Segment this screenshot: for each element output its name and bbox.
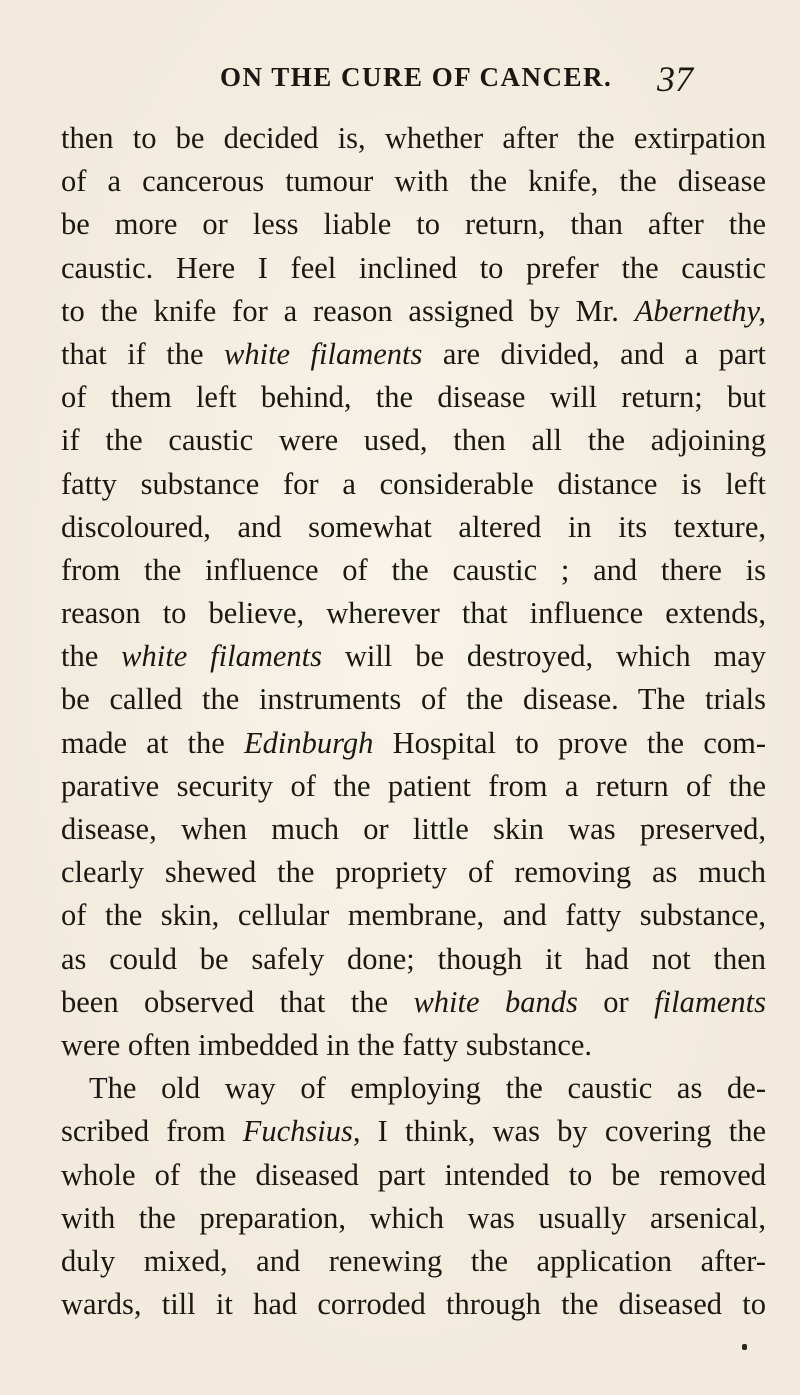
line-text: be called the instruments of the disease. The trials	[61, 682, 766, 717]
italic-text: Fuchsius,	[242, 1114, 361, 1149]
italic-text: white filaments	[121, 639, 322, 674]
line-text: are divided, and a part	[422, 336, 766, 371]
line-text: or	[577, 984, 655, 1019]
running-head	[0, 58, 800, 98]
line-text: duly mixed, and renewing the application after-	[61, 1243, 766, 1278]
text-line	[61, 1197, 766, 1240]
line-text: as could be safely done; though it had not then	[61, 941, 766, 976]
line-text: clearly shewed the propriety of removing as much	[61, 855, 766, 890]
line-text: from the influence of the caustic ; and there is	[61, 552, 766, 587]
text-line	[61, 463, 766, 506]
line-text: disease, when much or little skin was preserved,	[61, 812, 766, 846]
text-line	[61, 419, 766, 462]
line-text: scribed from	[61, 1114, 243, 1149]
text-line	[61, 290, 766, 333]
line-text: will be destroyed, which may	[321, 639, 766, 674]
text-line	[61, 678, 766, 721]
text-line	[61, 160, 766, 203]
italic-text: white filaments	[224, 336, 423, 371]
text-line	[61, 1067, 766, 1110]
text-line	[61, 1283, 766, 1326]
line-text: reason to believe, wherever that influence extends,	[61, 596, 766, 631]
line-text: if the caustic were used, then all the adjoining	[61, 423, 766, 458]
line-text: Hospital to prove the com-	[373, 725, 766, 760]
text-line	[61, 549, 766, 592]
body-text	[61, 117, 766, 1326]
italic-text: filaments	[654, 984, 766, 1019]
line-text: that if the	[61, 336, 224, 371]
text-line	[61, 938, 766, 981]
italic-text: white bands	[413, 984, 578, 1019]
line-text: of them left behind, the disease will return; but	[61, 380, 766, 415]
text-line	[61, 117, 766, 160]
line-text: fatty substance for a considerable distance is left	[61, 466, 766, 501]
text-line	[61, 247, 766, 290]
text-line	[61, 1240, 766, 1283]
line-text: parative security of the patient from a return of the	[61, 768, 766, 803]
line-text: whole of the diseased part intended to be removed	[61, 1157, 766, 1192]
line-text: be more or less liable to return, than after the	[61, 207, 766, 242]
text-line	[61, 765, 766, 808]
text-line	[61, 981, 766, 1024]
text-line	[61, 592, 766, 635]
italic-text: Abernethy,	[634, 293, 766, 328]
line-text: The old way of employing the caustic as de-	[89, 1071, 766, 1106]
text-line	[61, 506, 766, 549]
text-line	[61, 1024, 766, 1067]
line-text: caustic. Here I feel inclined to prefer the caustic	[61, 250, 766, 285]
text-line	[61, 376, 766, 419]
text-line	[61, 635, 766, 678]
text-line	[61, 1154, 766, 1197]
text-line	[61, 722, 766, 765]
line-text: were often imbedded in the fatty substance.	[61, 1027, 593, 1062]
ink-speck	[742, 1344, 747, 1350]
line-text: of a cancerous tumour with the knife, the disease	[61, 164, 766, 199]
text-line	[61, 1110, 766, 1153]
line-text: with the preparation, which was usually arsenical,	[61, 1200, 766, 1235]
line-text: the	[61, 639, 122, 674]
line-text: made at the	[61, 725, 245, 760]
text-line	[61, 894, 766, 937]
line-text: discoloured, and somewhat altered in its texture,	[61, 509, 766, 544]
line-text: to the knife for a reason assigned by Mr.	[61, 293, 635, 328]
line-text: I think, was by covering the	[360, 1114, 766, 1149]
text-line	[61, 808, 766, 851]
text-line	[61, 203, 766, 246]
line-text: then to be decided is, whether after the extirpation	[61, 121, 766, 155]
page-number: 37	[657, 59, 693, 99]
text-line	[61, 333, 766, 376]
italic-text: Edinburgh	[244, 725, 374, 760]
text-line	[61, 851, 766, 894]
line-text: been observed that the	[61, 984, 414, 1019]
line-text: wards, till it had corroded through the diseased to	[61, 1287, 766, 1322]
running-title: ON THE CURE OF CANCER.	[220, 62, 613, 92]
line-text: of the skin, cellular membrane, and fatty substance,	[61, 898, 766, 933]
